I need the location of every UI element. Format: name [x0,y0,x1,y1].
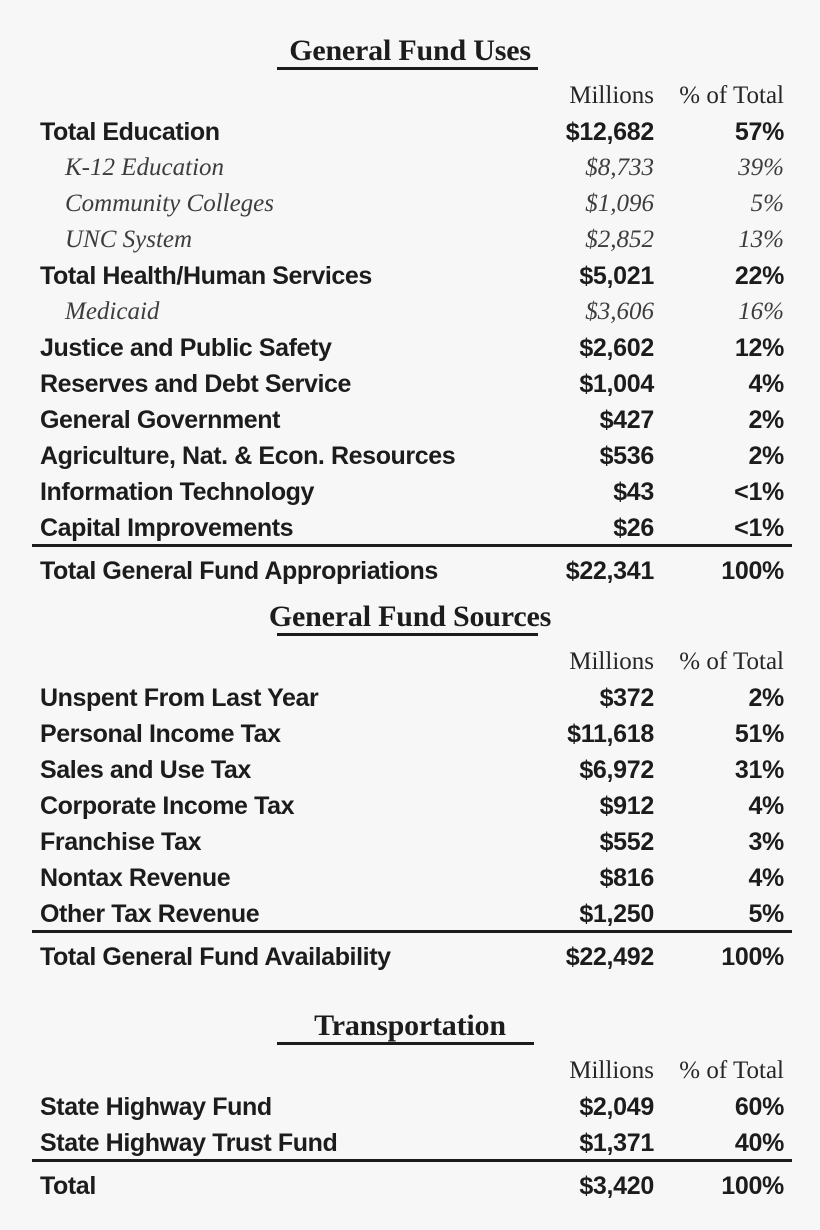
table-row [32,714,792,750]
row-millions-value: $427 [599,406,654,434]
table-body [32,678,792,973]
row-label: Total Health/Human Services [40,262,372,290]
row-millions-value: $6,972 [579,756,654,784]
section-title-wrapper [0,1009,820,1053]
table-row [32,750,792,786]
table-row [32,894,792,932]
row-percent-value: 39% [738,154,784,181]
row-percent-value: 57% [734,118,784,146]
row-millions-value: $372 [599,684,654,712]
transportation-table [32,1053,792,1202]
row-label: Other Tax Revenue [40,900,260,928]
table-subrow [32,220,792,256]
table-row [32,472,792,508]
row-percent-value: 2% [748,406,784,434]
table-total-row [32,546,792,588]
total-label: Total General Fund Appropriations [32,546,518,588]
row-label: Information Technology [40,478,315,506]
table-header-row [32,644,792,678]
table-row [32,1123,792,1161]
section-general-fund-sources [0,600,820,973]
row-label: Justice and Public Safety [40,334,332,362]
row-percent-value: 40% [734,1129,784,1157]
row-millions-value: $1,096 [585,190,654,217]
row-millions-value: $816 [599,864,654,892]
total-millions-value: $22,341 [518,546,662,588]
general-fund-uses-table [32,78,792,587]
table-row [32,822,792,858]
table-row [32,858,792,894]
row-millions-value: $12,682 [565,118,654,146]
column-header-percent: % of Total [679,648,784,675]
row-label: Total Education [40,118,220,146]
column-header-millions: Millions [569,82,654,109]
column-header-label [32,78,518,112]
table-subrow [32,148,792,184]
total-percent-value: 100% [662,546,792,588]
row-percent-value: 2% [748,684,784,712]
total-label: Total General Fund Availability [32,932,518,974]
row-millions-value: $26 [613,514,654,542]
row-label: State Highway Trust Fund [40,1129,338,1157]
row-millions-value: $43 [613,478,654,506]
total-percent-value: 100% [662,1161,792,1203]
row-percent-value: 51% [734,720,784,748]
title-underline-rule [277,1042,534,1045]
total-millions-value: $22,492 [518,932,662,974]
row-percent-value: 3% [748,828,784,856]
table-total-row [32,1161,792,1203]
column-header-millions: Millions [569,648,654,675]
table-row [32,400,792,436]
row-millions-value: $11,618 [567,720,654,748]
table-subrow [32,292,792,328]
table-row [32,364,792,400]
row-label: Nontax Revenue [40,864,231,892]
row-millions-value: $5,021 [579,262,654,290]
table-row [32,112,792,148]
row-millions-value: $912 [599,792,654,820]
row-label: Franchise Tax [40,828,202,856]
row-label: General Government [40,406,281,434]
row-percent-value: 31% [734,756,784,784]
row-millions-value: $1,250 [579,900,654,928]
section-title: General Fund Uses [289,34,531,67]
row-millions-value: $8,733 [585,154,654,181]
row-percent-value: 4% [748,370,784,398]
row-millions-value: $1,004 [579,370,654,398]
row-label: Corporate Income Tax [40,792,295,820]
total-percent-value: 100% [662,932,792,974]
row-label: K-12 Education [65,154,225,181]
column-header-label [32,1053,518,1087]
row-millions-value: $536 [599,442,654,470]
general-fund-sources-table [32,644,792,973]
table-total-row [32,932,792,974]
row-millions-value: $3,606 [585,298,654,325]
row-label: State Highway Fund [40,1093,272,1121]
row-label: Sales and Use Tax [40,756,251,784]
row-percent-value: 60% [734,1093,784,1121]
section-title-wrapper [0,600,820,644]
row-percent-value: <1% [734,514,784,542]
table-subrow [32,184,792,220]
column-header-percent: % of Total [679,1057,784,1084]
table-body [32,112,792,587]
table-row [32,256,792,292]
table-row [32,786,792,822]
title-underline-rule [277,67,538,70]
column-header-percent: % of Total [679,82,784,109]
row-label: Agriculture, Nat. & Econ. Resources [40,442,456,470]
title-underline-rule [277,633,538,636]
section-title-wrapper [0,34,820,78]
row-millions-value: $2,852 [585,226,654,253]
row-label: Capital Improvements [40,514,294,542]
column-header-label [32,644,518,678]
row-percent-value: 2% [748,442,784,470]
row-percent-value: 22% [734,262,784,290]
row-label: Reserves and Debt Service [40,370,352,398]
table-row [32,508,792,546]
section-title: Transportation [314,1009,506,1042]
total-millions-value: $3,420 [518,1161,662,1203]
row-percent-value: 5% [750,190,784,217]
section-title: General Fund Sources [268,600,552,633]
table-row [32,678,792,714]
row-percent-value: 13% [738,226,784,253]
row-label: Medicaid [65,298,160,325]
row-percent-value: 4% [748,864,784,892]
row-millions-value: $2,049 [579,1093,654,1121]
table-row [32,1087,792,1123]
section-general-fund-uses [0,34,820,587]
row-millions-value: $2,602 [579,334,654,362]
section-transportation [0,1009,820,1202]
row-label: UNC System [65,226,193,253]
row-percent-value: 5% [748,900,784,928]
row-label: Personal Income Tax [40,720,281,748]
row-percent-value: 4% [748,792,784,820]
table-header-row [32,1053,792,1087]
table-header-row [32,78,792,112]
table-row [32,436,792,472]
row-percent-value: 12% [734,334,784,362]
row-percent-value: 16% [738,298,784,325]
row-label: Community Colleges [65,190,275,217]
row-millions-value: $552 [599,828,654,856]
row-millions-value: $1,371 [579,1129,654,1157]
row-label: Unspent From Last Year [40,684,319,712]
table-body [32,1087,792,1202]
column-header-millions: Millions [569,1057,654,1084]
row-percent-value: <1% [734,478,784,506]
table-row [32,328,792,364]
total-label: Total [32,1161,518,1203]
